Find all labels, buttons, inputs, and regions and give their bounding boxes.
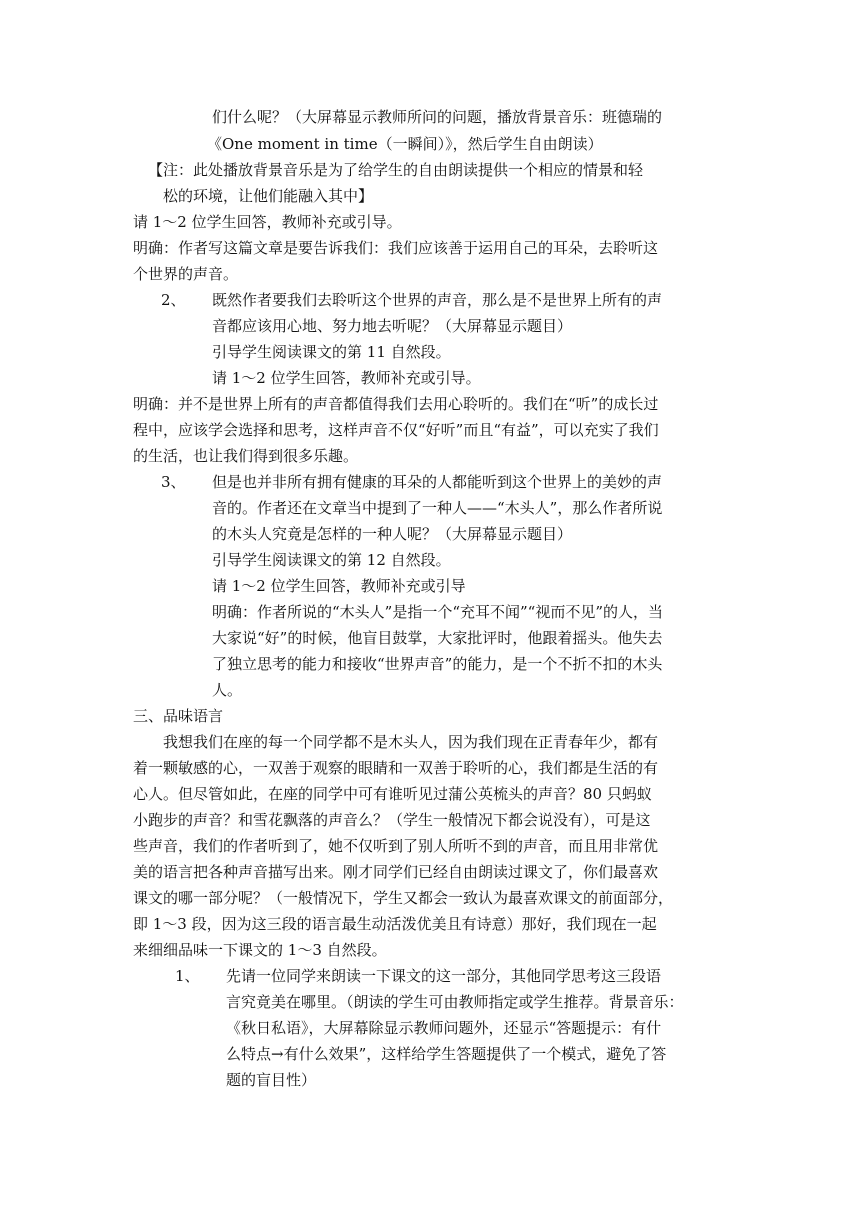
text-line: 课文的哪一部分呢？（一般情况下，学生又都会一致认为最喜欢课文的前面部分， (133, 889, 674, 907)
text-line: 来细细品味一下课文的 1～3 自然段。 (133, 941, 387, 959)
text-line: 小跑步的声音？和雪花飘落的声音么？（学生一般情况下都会说没有），可是这 (133, 811, 651, 829)
note-line: 【注：此处播放背景音乐是为了给学生的自由朗读提供一个相应的情景和轻 (148, 161, 644, 179)
text-line: 《秋日私语》，大屏幕除显示教师问题外，还显示“答题提示：有什 (226, 1019, 662, 1037)
text-line: 心人。但尽管如此，在座的同学中可有谁听见过蒲公英梳头的声音？80 只蚂蚁 (133, 785, 652, 803)
text-line: 我想我们在座的每一个同学都不是木头人，因为我们现在正青春年少，都有 (163, 733, 659, 751)
text-line: 言究竟美在哪里。（朗读的学生可由教师指定或学生推荐。背景音乐： (226, 993, 684, 1011)
text-line: 请 1～2 位学生回答，教师补充或引导。 (212, 369, 481, 387)
section-heading: 三、品味语言 (133, 707, 224, 725)
text-line: 个世界的声音。 (133, 265, 239, 283)
text-line: 明确：作者写这篇文章是要告诉我们：我们应该善于运用自己的耳朵，去聆听这 (133, 239, 659, 257)
text-line: 明确：并不是世界上所有的声音都值得我们去用心聆听的。我们在“听”的成长过 (133, 395, 659, 413)
text-line: 请 1～2 位学生回答，教师补充或引导 (212, 577, 466, 595)
item-number: 2、 (161, 291, 186, 309)
text-line: 引导学生阅读课文的第 12 自然段。 (212, 551, 451, 569)
text-line: 人。 (212, 681, 243, 699)
note-line: 松的环境，让他们能融入其中】 (163, 187, 374, 205)
text-line: 《One moment in time（一瞬间）》，然后学生自由朗读） (207, 135, 603, 153)
text-line: 即 1～3 段，因为这三段的语言最生动活泼优美且有诗意）那好，我们现在一起 (133, 915, 657, 933)
text-line: 既然作者要我们去聆听这个世界的声音，那么是不是世界上所有的声 (212, 291, 663, 309)
text-line: 请 1～2 位学生回答，教师补充或引导。 (133, 213, 402, 231)
text-line: 引导学生阅读课文的第 11 自然段。 (212, 343, 451, 361)
text-line: 了独立思考的能力和接收“世界声音”的能力，是一个不折不扣的木头 (212, 655, 663, 673)
text-line: 们什么呢？（大屏幕显示教师所问的问题，播放背景音乐：班德瑞的 (212, 108, 663, 126)
text-line: 美的语言把各种声音描写出来。刚才同学们已经自由朗读过课文了，你们最喜欢 (133, 863, 659, 881)
text-line: 程中，应该学会选择和思考，这样声音不仅“好听”而且“有益”，可以充实了我们 (133, 421, 659, 439)
text-line: 明确：作者所说的“木头人”是指一个“充耳不闻”“视而不见”的人，当 (212, 603, 664, 621)
text-line: 的木头人究竟是怎样的一种人呢？（大屏幕显示题目） (212, 525, 573, 543)
text-line: 的生活，也让我们得到很多乐趣。 (133, 447, 359, 465)
text-line: 先请一位同学来朗读一下课文的这一部分，其他同学思考这三段语 (226, 967, 662, 985)
text-line: 音的。作者还在文章当中提到了一种人——“木头人”，那么作者所说 (212, 499, 663, 517)
item-number: 1、 (175, 967, 200, 985)
text-line: 么特点→有什么效果”，这样给学生答题提供了一个模式，避免了答 (226, 1045, 667, 1063)
text-line: 但是也并非所有拥有健康的耳朵的人都能听到这个世界上的美妙的声 (212, 473, 663, 491)
item-number: 3、 (161, 473, 186, 491)
text-line: 音都应该用心地、努力地去听呢？（大屏幕显示题目） (212, 317, 573, 335)
text-line: 着一颗敏感的心，一双善于观察的眼睛和一双善于聆听的心，我们都是生活的有 (133, 759, 659, 777)
text-line: 题的盲目性） (226, 1071, 317, 1089)
text-line: 些声音，我们的作者听到了，她不仅听到了别人所听不到的声音，而且用非常优 (133, 837, 659, 855)
text-line: 大家说“好”的时候，他盲目鼓掌，大家批评时，他跟着摇头。他失去 (212, 629, 663, 647)
